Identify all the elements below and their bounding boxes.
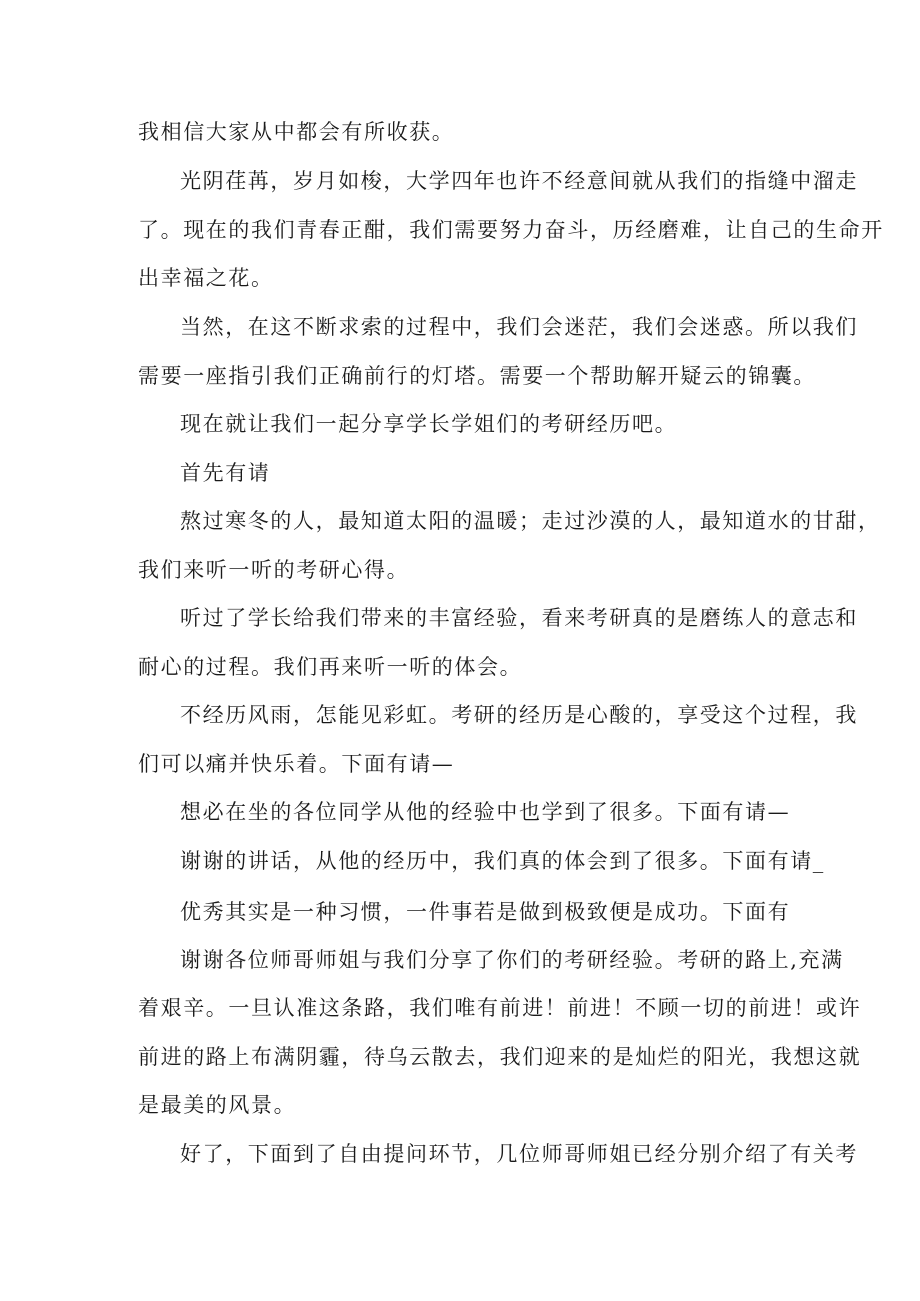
paragraph-line: 是最美的风景。 <box>138 1093 297 1117</box>
paragraph-line: 了。现在的我们青春正酣，我们需要努力奋斗，历经磨难，让自己的生命开 <box>138 218 884 242</box>
paragraph-line: 优秀其实是一种习惯，一件事若是做到极致便是成功。下面有 <box>180 900 791 924</box>
paragraph-line: 着艰辛。一旦认准这条路，我们唯有前进！前进！不顾一切的前进！或许 <box>138 996 862 1020</box>
paragraph-line: 需要一座指引我们正确前行的灯塔。需要一个帮助解开疑云的锦囊。 <box>138 364 816 388</box>
paragraph-line: 我们来听一听的考研心得。 <box>138 558 410 582</box>
paragraph-line: 我相信大家从中都会有所收获。 <box>138 120 455 144</box>
paragraph-line: 前进的路上布满阴霾，待乌云散去，我们迎来的是灿烂的阳光，我想这就 <box>138 1045 862 1069</box>
paragraph-line: 谢谢的讲话，从他的经历中，我们真的体会到了很多。下面有请_ <box>180 849 825 873</box>
paragraph-line: 听过了学长给我们带来的丰富经验，看来考研真的是磨练人的意志和 <box>180 606 858 630</box>
paragraph-line: 好了，下面到了自由提问环节，几位师哥师姐已经分别介绍了有关考 <box>180 1142 858 1166</box>
paragraph-line: 想必在坐的各位同学从他的经验中也学到了很多。下面有请— <box>180 800 791 824</box>
paragraph-line: 熬过寒冬的人，最知道太阳的温暖；走过沙漠的人，最知道水的甘甜， <box>180 509 881 533</box>
paragraph-line: 不经历风雨，怎能见彩虹。考研的经历是心酸的，享受这个过程，我 <box>180 703 858 727</box>
paragraph-line: 现在就让我们一起分享学长学姐们的考研经历吧。 <box>180 412 678 436</box>
paragraph-line: 光阴荏苒，岁月如梭，大学四年也许不经意间就从我们的指缝中溜走 <box>180 169 858 193</box>
paragraph-line: 们可以痛并快乐着。下面有请— <box>138 752 455 776</box>
paragraph-line: 出幸福之花。 <box>138 266 274 290</box>
paragraph-line: 谢谢各位师哥师姐与我们分享了你们的考研经验。考研的路上,充满 <box>180 948 844 972</box>
paragraph-line: 当然，在这不断求索的过程中，我们会迷茫，我们会迷惑。所以我们 <box>180 315 858 339</box>
paragraph-line: 耐心的过程。我们再来听一听的体会。 <box>138 655 523 679</box>
paragraph-line: 首先有请 <box>180 461 271 485</box>
